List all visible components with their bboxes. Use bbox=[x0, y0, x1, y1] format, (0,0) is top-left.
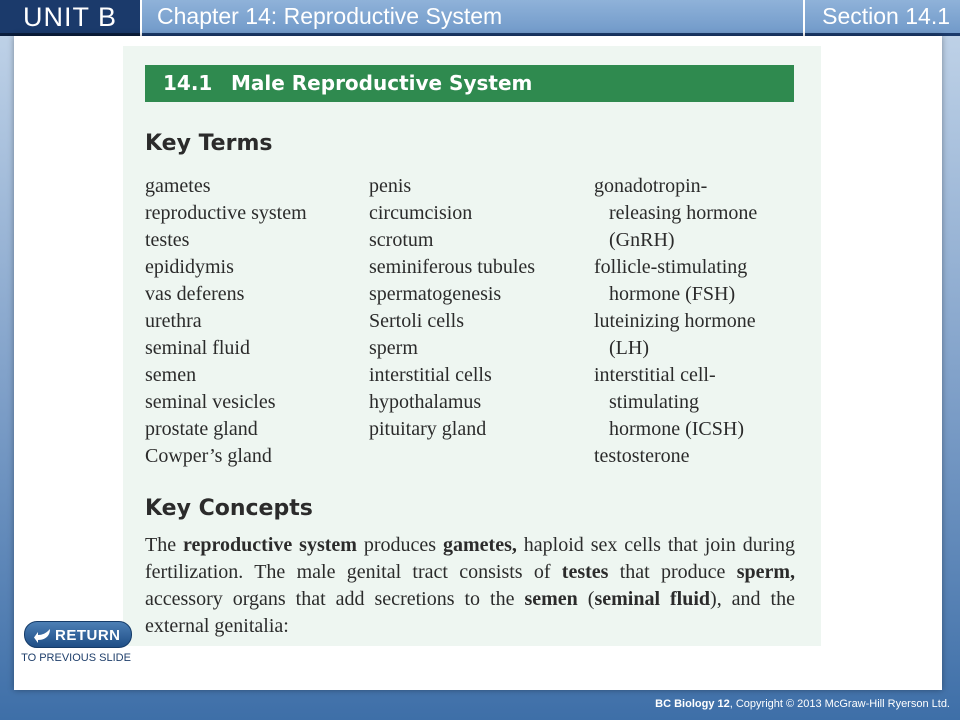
concept-text: produces bbox=[356, 534, 443, 556]
header-divider bbox=[803, 0, 805, 36]
concept-bold-term: semen bbox=[524, 588, 578, 610]
key-term: follicle-stimulating bbox=[594, 256, 748, 278]
unit-label: UNIT B bbox=[0, 0, 140, 36]
key-terms-heading: Key Terms bbox=[145, 131, 273, 156]
key-term: Sertoli cells bbox=[369, 310, 464, 332]
concept-text: The bbox=[145, 534, 184, 556]
concept-bold-term: testes bbox=[561, 561, 609, 583]
concept-bold-term: gametes, bbox=[443, 534, 517, 556]
return-sublabel: TO PREVIOUS SLIDE bbox=[21, 652, 131, 664]
section-banner bbox=[145, 65, 794, 102]
key-term: semen bbox=[145, 364, 197, 386]
chapter-title: Chapter 14: Reproductive System bbox=[141, 0, 803, 36]
return-arrow-icon bbox=[33, 625, 53, 645]
key-term: epididymis bbox=[145, 256, 234, 278]
key-term: releasing hormone bbox=[609, 202, 758, 224]
key-term: interstitial cell- bbox=[594, 364, 716, 386]
return-button-label: RETURN bbox=[55, 627, 121, 644]
concept-text: haploid sex cells that join during fertilization. The male genital tract consists of bbox=[145, 534, 796, 583]
textbook-page bbox=[123, 46, 821, 646]
key-term: Cowper’s gland bbox=[145, 445, 272, 467]
key-term: (GnRH) bbox=[609, 229, 675, 251]
key-term: (LH) bbox=[609, 337, 649, 359]
key-term: gonadotropin- bbox=[594, 175, 708, 197]
key-term: circumcision bbox=[369, 202, 473, 224]
book-title: BC Biology 12 bbox=[655, 698, 730, 710]
key-term: luteinizing hormone bbox=[594, 310, 756, 332]
key-term: testosterone bbox=[594, 445, 690, 467]
key-terms-column-1 bbox=[145, 173, 307, 470]
key-term: hormone (FSH) bbox=[609, 283, 736, 305]
header-divider bbox=[140, 0, 142, 36]
key-term: seminal fluid bbox=[145, 337, 250, 359]
key-term: hormone (ICSH) bbox=[609, 418, 744, 440]
section-title: Male Reproductive System bbox=[231, 71, 533, 95]
concept-text: that produce bbox=[608, 561, 737, 583]
key-term: penis bbox=[369, 175, 412, 197]
concept-text: accessory organs that add secretions to the bbox=[145, 588, 525, 610]
key-concepts-paragraph bbox=[145, 532, 795, 640]
concept-text: ( bbox=[577, 588, 595, 610]
key-term: spermatogenesis bbox=[369, 283, 502, 305]
key-term: stimulating bbox=[609, 391, 699, 413]
key-term: scrotum bbox=[369, 229, 434, 251]
key-term: seminiferous tubules bbox=[369, 256, 536, 278]
return-button[interactable] bbox=[24, 621, 132, 648]
concept-text: ), and the external genitalia: bbox=[145, 588, 795, 637]
key-term: prostate gland bbox=[145, 418, 258, 440]
key-term: hypothalamus bbox=[369, 391, 482, 413]
key-term: vas deferens bbox=[145, 283, 245, 305]
key-terms-column-2 bbox=[369, 173, 535, 443]
key-term: sperm bbox=[369, 337, 418, 359]
concept-bold-term: seminal fluid bbox=[594, 588, 711, 610]
key-term: testes bbox=[145, 229, 190, 251]
concept-bold-term: reproductive system bbox=[183, 534, 357, 556]
key-terms-column-3 bbox=[594, 173, 757, 470]
key-term: interstitial cells bbox=[369, 364, 492, 386]
key-term: reproductive system bbox=[145, 202, 307, 224]
key-concepts-heading: Key Concepts bbox=[145, 496, 313, 521]
key-term: urethra bbox=[145, 310, 202, 332]
key-term: gametes bbox=[145, 175, 211, 197]
key-term: pituitary gland bbox=[369, 418, 487, 440]
concept-bold-term: sperm, bbox=[736, 561, 796, 583]
copyright-footer bbox=[560, 696, 950, 712]
section-label: Section 14.1 bbox=[804, 0, 960, 36]
key-term: seminal vesicles bbox=[145, 391, 276, 413]
section-number: 14.1 bbox=[163, 71, 213, 95]
copyright-text: , Copyright © 2013 McGraw-Hill Ryerson Ltd. bbox=[729, 698, 950, 710]
